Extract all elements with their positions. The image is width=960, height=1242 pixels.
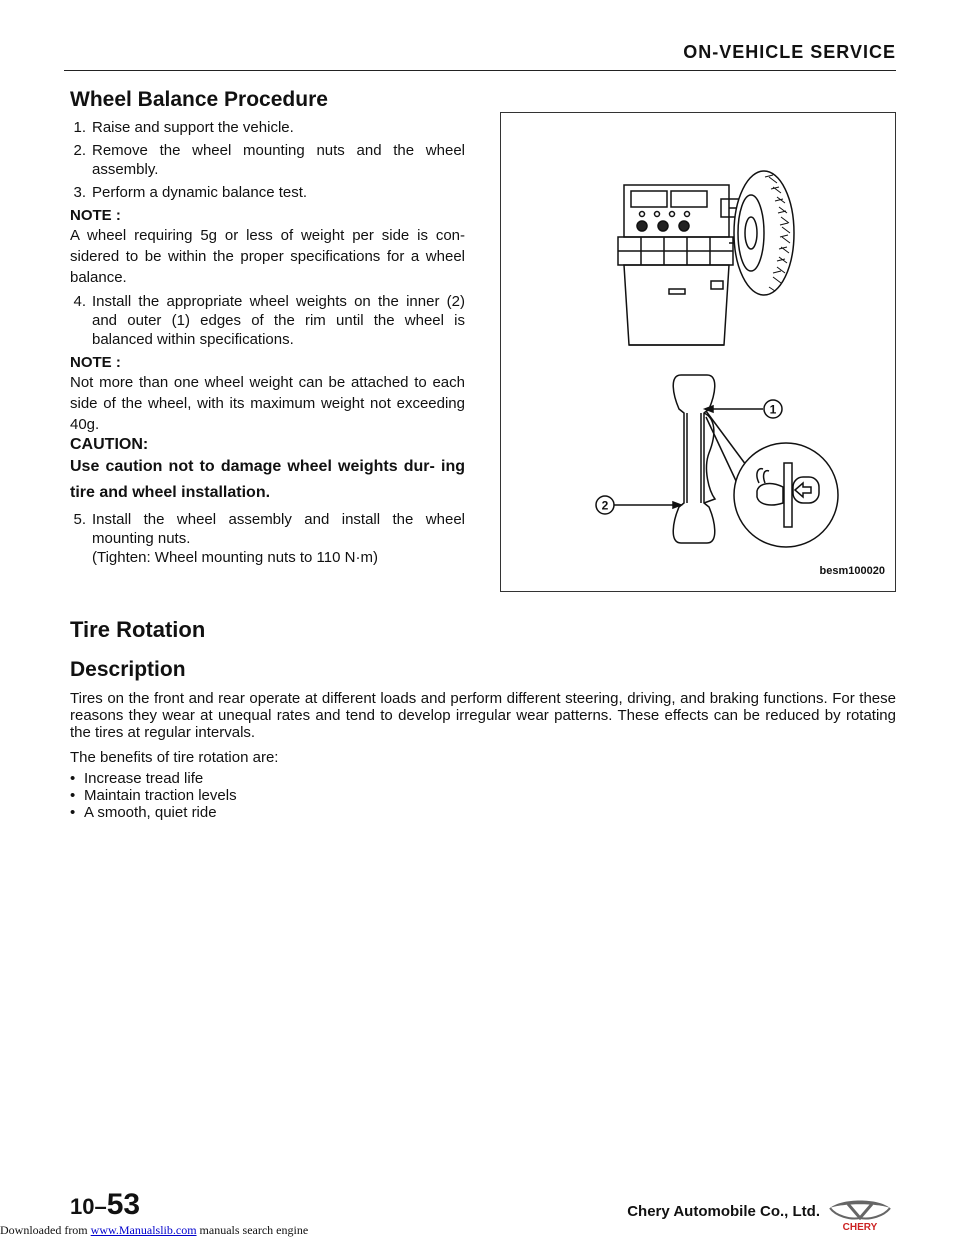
chery-logo bbox=[826, 1196, 894, 1232]
note-2-label: NOTE : bbox=[70, 354, 121, 371]
company-name: Chery Automobile Co., Ltd. bbox=[627, 1203, 820, 1220]
description-paragraph: Tires on the front and rear operate at different loads and perform different steering, driving, and braking functions. For these reasons they wear at unequal rates and tend to develop irregular wear patterns. These effects can be reduced by rotating the tires at regular intervals. bbox=[70, 690, 896, 741]
list-item: • Maintain traction levels bbox=[70, 787, 237, 804]
balance-step-5 bbox=[70, 510, 465, 567]
figure-id: besm100020 bbox=[819, 565, 885, 577]
step-3: 3. Perform a dynamic balance test. bbox=[73, 184, 308, 201]
manualslib-link[interactable]: www.Manualslib.com bbox=[90, 1223, 197, 1237]
caution-text: Use caution not to damage wheel weights dur- ing tire and wheel installation. bbox=[70, 458, 465, 501]
note-2-text: Not more than one wheel weight can be attached to each side of the wheel, with its maximum weight not exceeding 40g. bbox=[70, 374, 465, 433]
page-number: 10–53 bbox=[70, 1188, 141, 1221]
logo-text: CHERY bbox=[842, 1222, 878, 1232]
balance-step-4 bbox=[70, 292, 465, 349]
note-1-label: NOTE : bbox=[70, 207, 121, 224]
tire-rotation-heading: Tire Rotation bbox=[70, 617, 206, 642]
callout-1: 1 bbox=[769, 402, 777, 417]
wheel-balance-body bbox=[70, 118, 465, 571]
benefits-list bbox=[70, 770, 896, 821]
wheel-balance-heading: Wheel Balance Procedure bbox=[70, 88, 328, 111]
list-item: • A smooth, quiet ride bbox=[70, 804, 217, 821]
download-footer: Downloaded from www.Manualslib.com manuals search engine bbox=[0, 1223, 309, 1237]
section-header: ON-VEHICLE SERVICE bbox=[683, 42, 896, 62]
step-2: 2. Remove the wheel mounting nuts and the wheel assembly. bbox=[73, 142, 465, 178]
tire-rotation-body bbox=[70, 690, 896, 821]
chery-logo-icon bbox=[826, 1196, 894, 1232]
step-5: 5. Install the wheel assembly and install the wheel mounting nuts. (Tighten: Wheel mounting nuts to 110 N·m) bbox=[73, 511, 465, 566]
description-heading: Description bbox=[70, 658, 186, 681]
step-4: 4. Install the appropriate wheel weights on the inner (2) and outer (1) edges of the rim until the wheel is balanced within specifications. bbox=[73, 293, 465, 348]
caution-label: CAUTION: bbox=[70, 436, 149, 453]
callout-2: 2 bbox=[601, 498, 609, 513]
note-1-text: A wheel requiring 5g or less of weight per side is con- sidered to be within the proper specifications for a wheel balance. bbox=[70, 227, 465, 286]
balance-steps bbox=[70, 118, 465, 202]
list-item: • Increase tread life bbox=[70, 770, 204, 787]
wheel-balancer-figure bbox=[500, 112, 896, 592]
wheel-balancer-illustration bbox=[501, 113, 894, 590]
step-1: 1. Raise and support the vehicle. bbox=[73, 119, 294, 136]
benefits-intro: The benefits of tire rotation are: bbox=[70, 749, 279, 766]
header-rule bbox=[64, 70, 896, 71]
